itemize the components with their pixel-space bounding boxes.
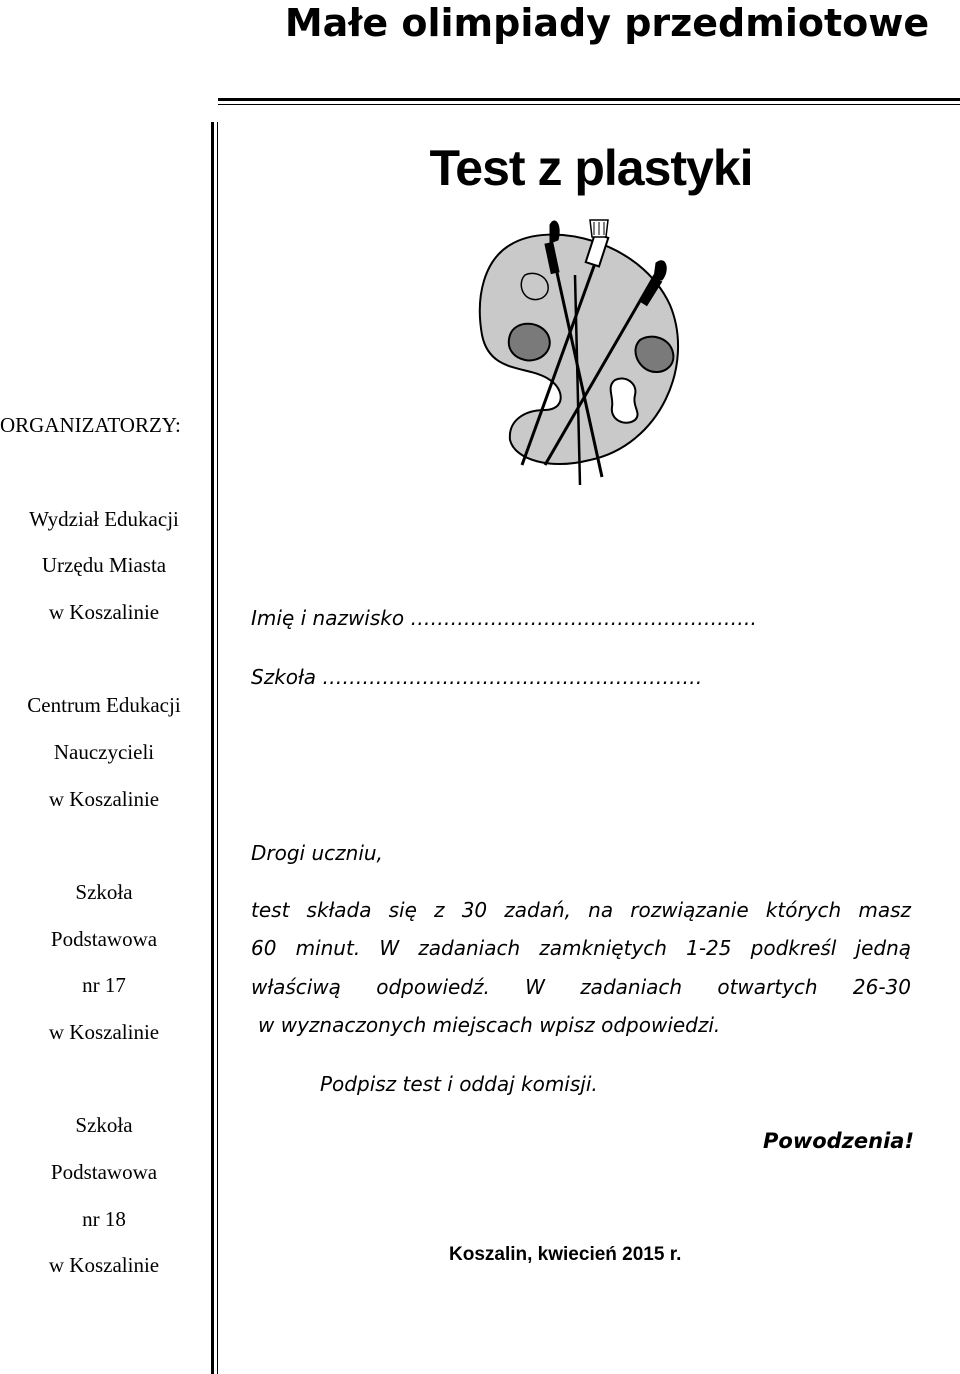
- instruction-line-1: test składa się z 30 zadań, na rozwiązanie których masz: [251, 898, 911, 922]
- paint-blob-right: [635, 337, 673, 372]
- palette-notch: [521, 273, 548, 299]
- good-luck-text: Powodzenia!: [763, 1129, 915, 1153]
- organizer-4-line-2: Podstawowa: [50, 1160, 158, 1184]
- header-divider-top: [218, 98, 960, 101]
- organizer-2-line-3: w Koszalinie: [48, 787, 160, 811]
- organizer-1-line-3: w Koszalinie: [48, 600, 160, 624]
- organizer-4-line-1: Szkoła: [75, 1113, 133, 1137]
- organizer-4-line-3: nr 18: [82, 1207, 126, 1231]
- name-field[interactable]: Imię i nazwisko …………………………………………….: [251, 606, 757, 630]
- school-field[interactable]: Szkoła …………………………………………………: [251, 665, 703, 689]
- vertical-divider-left: [211, 122, 214, 1374]
- header-divider-bottom: [218, 104, 960, 105]
- footer-place-date: Koszalin, kwiecień 2015 r.: [449, 1244, 682, 1265]
- organizer-3-line-2: Podstawowa: [50, 927, 158, 951]
- organizer-1-line-2: Urzędu Miasta: [41, 553, 167, 577]
- paint-blob-left: [509, 324, 550, 361]
- instruction-line-2: 60 minut. W zadaniach zamkniętych 1-25 podkreśl jedną: [251, 936, 911, 960]
- organizers-heading: ORGANIZATORZY:: [0, 413, 181, 437]
- palette-with-brushes-icon: [470, 215, 690, 485]
- instruction-line-4: w wyznaczonych miejscach wpisz odpowiedzi.: [258, 1013, 721, 1037]
- page-header-title: Małe olimpiady przedmiotowe: [284, 1, 930, 45]
- organizer-3-line-4: w Koszalinie: [48, 1020, 160, 1044]
- greeting: Drogi uczniu,: [251, 841, 383, 865]
- organizer-3-line-1: Szkoła: [75, 880, 133, 904]
- organizer-3-line-3: nr 17: [82, 973, 126, 997]
- test-title: Test z plastyki: [429, 140, 753, 196]
- vertical-divider-right: [217, 122, 218, 1374]
- instruction-line-3: właściwą odpowiedź. W zadaniach otwartych 26-30: [251, 975, 911, 999]
- organizer-4-line-4: w Koszalinie: [48, 1253, 160, 1277]
- organizer-2-line-2: Nauczycieli: [53, 740, 155, 764]
- organizer-1-line-1: Wydział Edukacji: [29, 507, 179, 531]
- submit-note: Podpisz test i oddaj komisji.: [320, 1072, 598, 1096]
- paint-blob-white: [611, 378, 638, 422]
- organizer-2-line-1: Centrum Edukacji: [27, 693, 181, 717]
